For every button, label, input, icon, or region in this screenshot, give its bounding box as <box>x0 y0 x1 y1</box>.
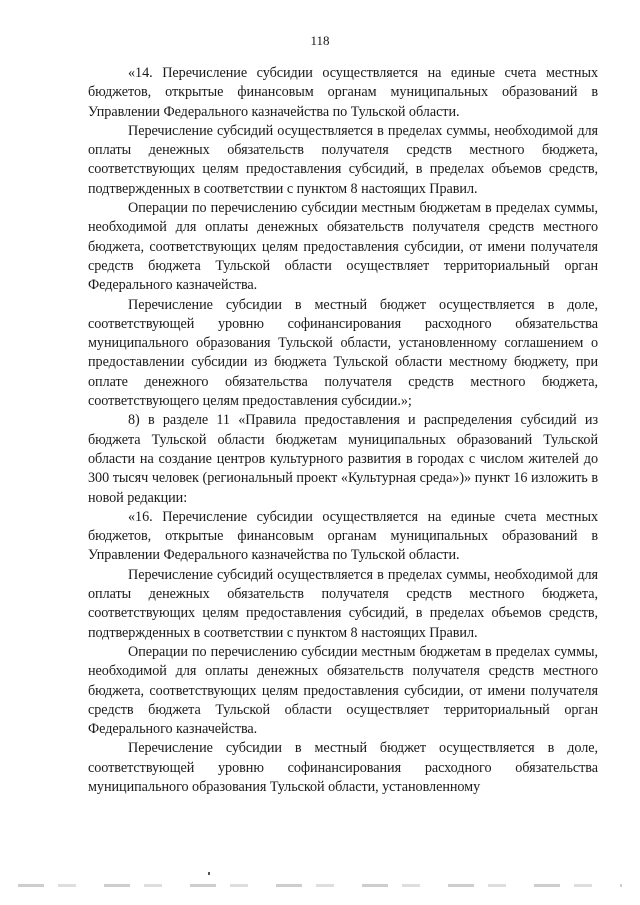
paragraph: Перечисление субсидии в местный бюджет осуществляется в доле, соответствующей уровню софинансирования расходного обязательства муниципального образования Тульской области, установленному соглашением о предоставлении субсидии из бюджета Тульской области местному бюджету, при оплате денежного обязательства получателя средств местного бюджета, соответствующего целям предоставления субсидии.»; <box>88 296 598 410</box>
scan-edge-marks <box>18 884 622 887</box>
paragraph: Перечисление субсидий осуществляется в пределах суммы, необходимой для оплаты денежных обязательств получателя средств местного бюджета, соответствующих целям предоставления субсидий, в пределах объемов средств, подтвержденных в соответствии с пунктом 8 настоящих Правил. <box>88 122 598 197</box>
document-body <box>88 64 598 797</box>
paragraph: Перечисление субсидий осуществляется в пределах суммы, необходимой для оплаты денежных обязательств получателя средств местного бюджета, соответствующих целям предоставления субсидий, в пределах объемов средств, подтвержденных в соответствии с пунктом 8 настоящих Правил. <box>88 566 598 641</box>
paragraph: «16. Перечисление субсидии осуществляется на единые счета местных бюджетов, открытые финансовым органам муниципальных образований в Управлении Федерального казначейства по Тульской области. <box>88 508 598 564</box>
page-number: 118 <box>310 33 330 48</box>
paragraph: Перечисление субсидии в местный бюджет осуществляется в доле, соответствующей уровню софинансирования расходного обязательства муниципального образования Тульской области, установленному <box>88 740 598 795</box>
paragraph: 8) в разделе 11 «Правила предоставления и распределения субсидий из бюджета Тульской области бюджетам муниципальных образований Тульской области на создание центров культурного развития в городах с числом жителей до 300 тысяч человек (региональный проект «Культурная среда»)» пункт 16 изложить в новой редакции: <box>88 412 598 506</box>
paragraph: «14. Перечисление субсидии осуществляется на единые счета местных бюджетов, открытые финансовым органам муниципальных образований в Управлении Федерального казначейства по Тульской области. <box>88 65 598 120</box>
paragraph: Операции по перечислению субсидии местным бюджетам в пределах суммы, необходимой для оплаты денежных обязательств получателя средств местного бюджета, соответствующих целям предоставления субсидии, от имени получателя средств бюджета Тульской области осуществляет территориальный орган Федерального казначейства. <box>88 643 598 738</box>
paragraph: Операции по перечислению субсидии местным бюджетам в пределах суммы, необходимой для оплаты денежных обязательств получателя средств местного бюджета, соответствующих целям предоставления субсидии, от имени получателя средств бюджета Тульской области осуществляет территориальный орган Федерального казначейства. <box>88 200 598 294</box>
scan-artifact <box>208 872 210 875</box>
